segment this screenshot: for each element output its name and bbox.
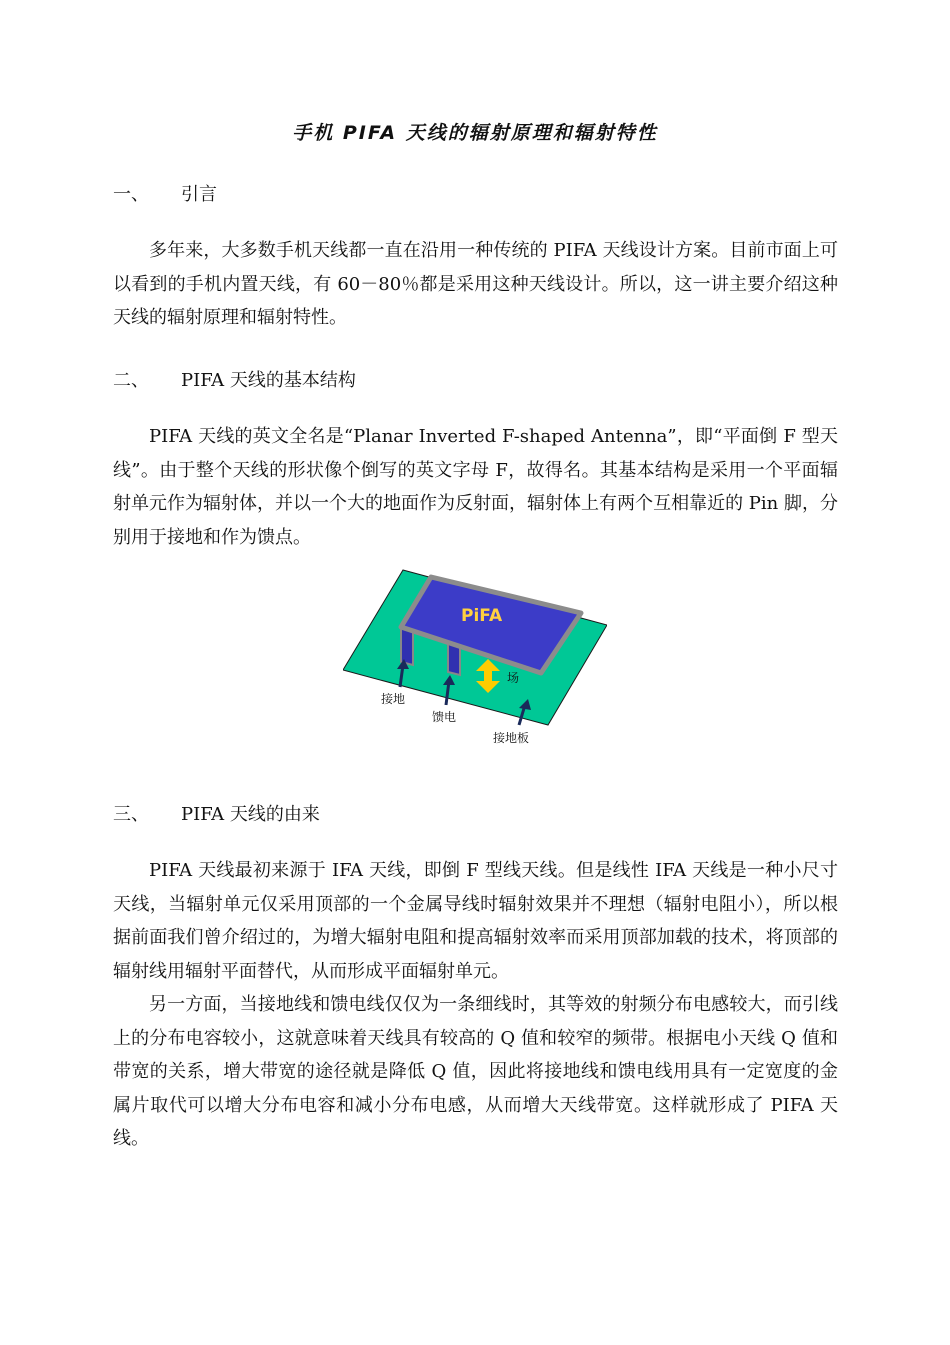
section-number: 二、: [113, 370, 149, 391]
paragraph: PIFA 天线的英文全名是“Planar Inverted F-shaped Antenna”，即“平面倒 F 型天线”。由于整个天线的形状像个倒写的英文字母 F，故得名。其基本结构是采用一个平面辐射单元作为辐射体，并以一个大的地面作为反射面，辐射体上有两个互相靠近的 Pin 脚，分别用于接地和作为馈点。: [113, 426, 838, 548]
paragraph: 另一方面，当接地线和馈电线仅仅为一条细线时，其等效的射频分布电感较大，而引线上的分布电容较小，这就意味着天线具有较高的 Q 值和较窄的频带。根据电小天线 Q 值和带宽的关系，增大带宽的途径就是降低 Q 值，因此将接地线和馈电线用具有一定宽度的金属片取代可以增大分布电容和减小分布电感，从而增大天线带宽。这样就形成了 PIFA 天线。: [113, 994, 838, 1149]
section-number: 一、: [113, 184, 149, 205]
field-label: 场: [507, 671, 520, 685]
section-title: 引言: [181, 184, 217, 205]
section-heading-3: [113, 800, 320, 826]
patch-label: PiFA: [461, 606, 503, 626]
section-title: PIFA 天线的由来: [181, 804, 320, 825]
ground-plane-label: 接地板: [493, 731, 530, 745]
page-title: 手机 PIFA 天线的辐射原理和辐射特性: [292, 122, 658, 144]
ground-pin-label: 接地: [381, 692, 406, 706]
paragraph: 多年来，大多数手机天线都一直在沿用一种传统的 PIFA 天线设计方案。目前市面上可以看到的手机内置天线，有 60－80％都是采用这种天线设计。所以，这一讲主要介绍这种天线的辐射原理和辐射特性。: [113, 240, 838, 328]
paragraph: PIFA 天线最初来源于 IFA 天线，即倒 F 型线天线。但是线性 IFA 天线是一种小尺寸天线，当辐射单元仅采用顶部的一个金属导线时辐射效果并不理想（辐射电阻小），所以根据前面我们曾介绍过的，为增大辐射电阻和提高辐射效率而采用顶部加载的技术，将顶部的辐射线用辐射平面替代，从而形成平面辐射单元。: [113, 860, 838, 982]
section-heading-1: [113, 180, 217, 206]
section-heading-2: [113, 366, 356, 392]
pifa-figure: [343, 565, 607, 748]
feed-label: 馈电: [432, 710, 457, 724]
section-title: PIFA 天线的基本结构: [181, 370, 356, 391]
section-number: 三、: [113, 804, 149, 825]
